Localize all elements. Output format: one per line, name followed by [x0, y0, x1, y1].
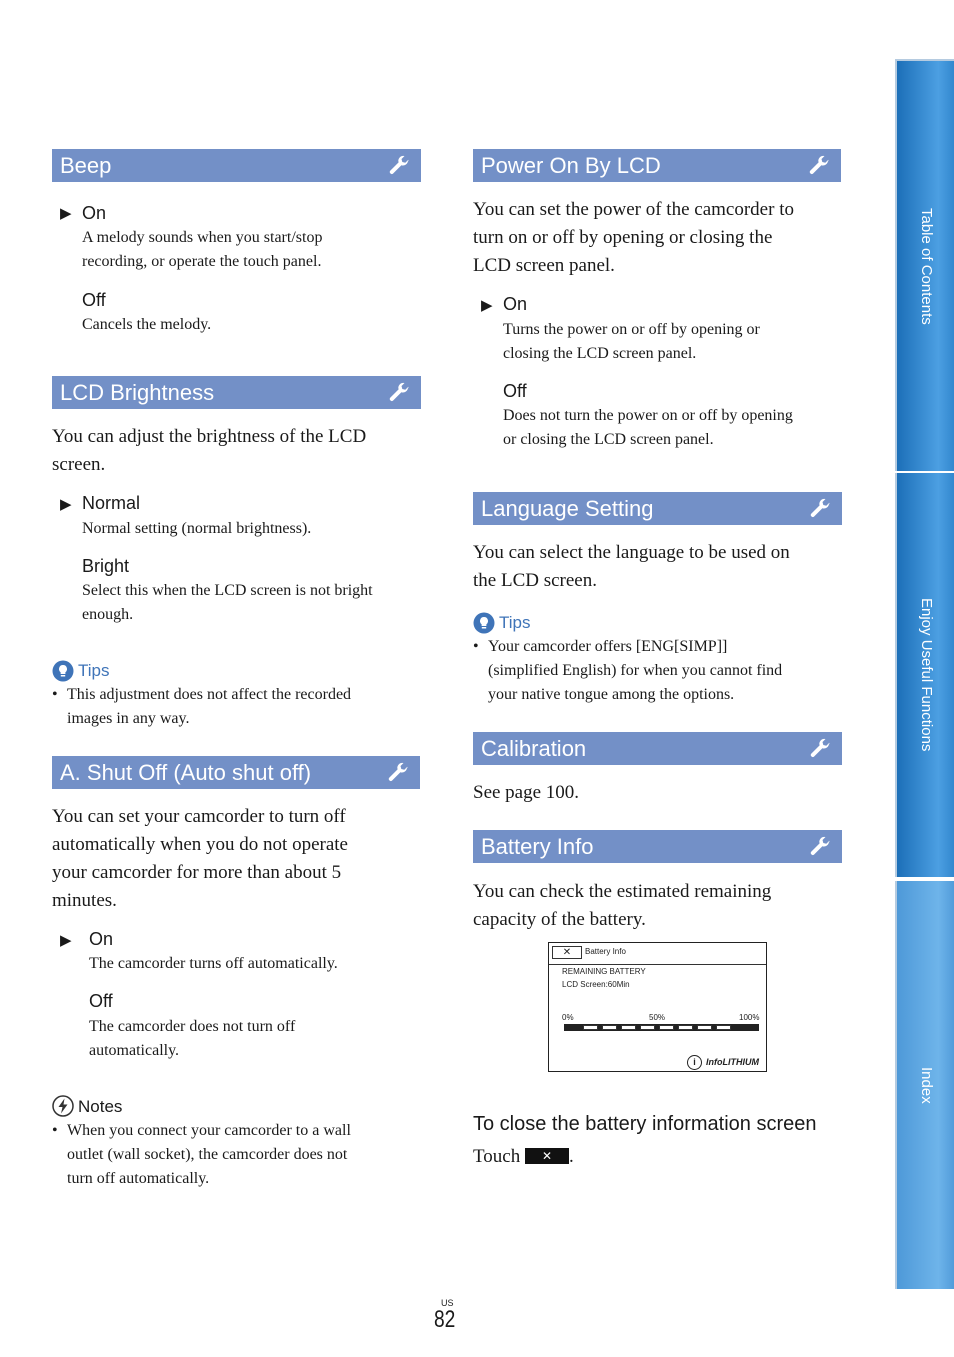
option-description: The camcorder turns off automatically. [89, 955, 338, 972]
wrench-icon [387, 154, 411, 178]
default-marker-icon: ▶ [60, 933, 72, 949]
tips-heading: Tips [78, 661, 110, 680]
close-instruction-heading: To close the battery information screen [473, 1113, 817, 1135]
battery-info-screen [548, 942, 767, 1072]
section-intro: You can adjust the brightness of the LCD screen. [52, 426, 367, 475]
option-off: Off [503, 381, 527, 401]
close-instruction: Touch ✕ . [473, 1146, 574, 1167]
section-title: Beep [60, 153, 112, 178]
option-on: On [503, 294, 528, 314]
option-on: On [89, 929, 114, 949]
option-description: Turns the power on or off by opening or closing the LCD screen panel. [503, 321, 760, 362]
option-description: Cancels the melody. [82, 316, 212, 333]
tips-lightbulb-icon [473, 612, 495, 634]
section-header-power-on-by-lcd [473, 149, 841, 182]
scale-100: 100% [739, 1013, 760, 1022]
bullet-icon: • [473, 638, 479, 655]
section-intro: You can set your camcorder to turn off automatically when you do not operate your camcorder for more than about 5 minutes. [52, 806, 348, 911]
info-icon: i [687, 1055, 702, 1070]
notes-heading: Notes [78, 1097, 123, 1116]
tips-heading: Tips [499, 613, 531, 632]
section-intro: You can check the estimated remaining capacity of the battery. [473, 881, 772, 930]
tab-table-of-contents[interactable] [895, 59, 954, 471]
wrench-icon [386, 761, 410, 785]
infolithium-logo: InfoLITHIUM [706, 1057, 759, 1067]
bullet-icon: • [52, 686, 58, 703]
page-number: 82 [434, 1306, 456, 1333]
level-segment [716, 1025, 731, 1030]
option-description: Select this when the LCD screen is not bright enough. [82, 582, 373, 623]
close-x-button-icon: ✕ [525, 1148, 569, 1164]
section-intro: You can select the language to be used on the LCD screen. [473, 542, 790, 591]
option-description: Normal setting (normal brightness). [82, 520, 312, 537]
option-on: On [82, 203, 107, 223]
option-off: Off [82, 290, 106, 310]
section-title: Power On By LCD [481, 153, 661, 178]
section-header-battery-info [473, 830, 842, 863]
level-segment [602, 1025, 617, 1030]
level-segment [621, 1025, 636, 1030]
option-bright: Bright [82, 556, 130, 576]
default-marker-icon: ▶ [481, 298, 493, 314]
level-segment [640, 1025, 655, 1030]
level-segment [659, 1025, 674, 1030]
option-description: The camcorder does not turn off automatically. [89, 1018, 296, 1059]
section-title: A. Shut Off (Auto shut off) [60, 760, 312, 785]
scale-50: 50% [649, 1013, 666, 1022]
option-description: A melody sounds when you start/stop recording, or operate the touch panel. [82, 229, 323, 270]
section-header-calibration [473, 732, 842, 765]
screen-header: Battery Info [585, 947, 626, 956]
section-intro: You can set the power of the camcorder to turn on or off by opening or closing the LCD screen panel. [473, 199, 794, 276]
tab-enjoy-useful-functions[interactable] [895, 473, 954, 877]
section-header-beep [52, 149, 421, 182]
default-marker-icon: ▶ [60, 206, 72, 222]
level-segment [678, 1025, 693, 1030]
section-title: Language Setting [481, 496, 654, 521]
wrench-icon [808, 737, 832, 761]
tab-label: Index [918, 1066, 935, 1104]
section-title: Battery Info [481, 834, 594, 859]
wrench-icon [807, 154, 831, 178]
screen-close-button: ✕ [552, 946, 582, 959]
tab-index[interactable] [895, 881, 954, 1289]
region-code: US [441, 1298, 454, 1308]
screen-divider [549, 964, 766, 965]
calibration-reference: See page 100. [473, 782, 580, 803]
default-marker-icon: ▶ [60, 497, 72, 513]
tab-label: Table of Contents [918, 207, 935, 325]
notes-warning-icon [52, 1095, 74, 1117]
option-off: Off [89, 991, 113, 1011]
section-header-language-setting [473, 492, 842, 525]
section-title: Calibration [481, 736, 587, 761]
level-segment [583, 1025, 598, 1030]
tips-lightbulb-icon [52, 660, 74, 682]
option-normal: Normal [82, 493, 141, 513]
wrench-icon [387, 381, 411, 405]
remaining-battery-label: REMAINING BATTERY [562, 967, 646, 976]
lcd-screen-time: LCD Screen:60Min [562, 980, 630, 989]
wrench-icon [808, 497, 832, 521]
section-title: LCD Brightness [60, 380, 215, 405]
section-header-auto-shut-off [52, 756, 420, 789]
wrench-icon [808, 835, 832, 859]
level-segment [697, 1025, 712, 1030]
section-header-lcd-brightness [52, 376, 421, 409]
bullet-icon: • [52, 1122, 58, 1139]
option-description: Does not turn the power on or off by opening or closing the LCD screen panel. [503, 407, 793, 448]
tab-label: Enjoy Useful Functions [918, 598, 935, 752]
scale-0: 0% [562, 1013, 574, 1022]
